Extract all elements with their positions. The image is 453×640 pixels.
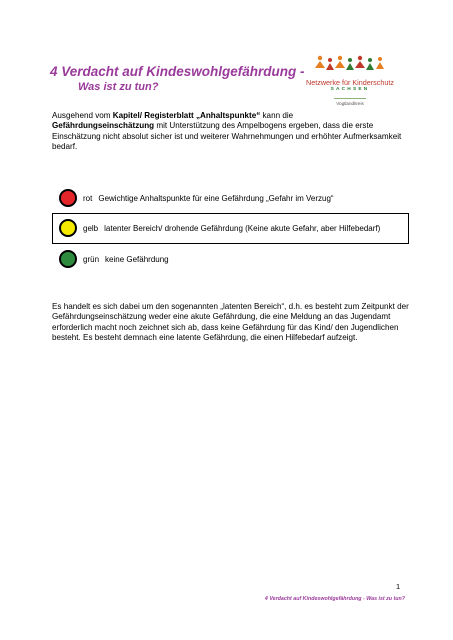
intro-text-2: kann die — [260, 111, 294, 120]
intro-bold-assessment: Gefährdungseinschätzung — [52, 121, 155, 131]
yellow-circle-icon — [59, 219, 77, 237]
logo-line3: Vogtlandkreis — [336, 101, 364, 106]
page-title: 4 Verdacht auf Kindeswohlgefährdung - — [50, 64, 305, 79]
intro-text-3: mit Unterstützung des Ampelbogens ergeben, dass die erste Einschätzung nicht absolut sicher ist und weiterer Wahrnehmungen und erhöhter Aufmerksamkeit bedarf. — [52, 121, 402, 151]
green-circle-icon — [59, 250, 77, 268]
traffic-light-text: Gewichtige Anhaltspunkte für eine Gefährdung „Gefahr im Verzug“ — [98, 193, 334, 203]
red-circle-icon — [59, 189, 77, 207]
page-subtitle: Was ist zu tun? — [78, 81, 159, 93]
traffic-light-label: gelb — [83, 223, 99, 233]
traffic-light-label: grün — [83, 254, 100, 264]
explanation-paragraph: Es handelt es sich dabei um den sogenannten „latenten Bereich“, d.h. es besteht zum Zeitpunkt der Gefährdungseinschätzung weder eine akute Gefährdung, die eine Meldung an das Jugendamt erforderlich macht noch zeichnet sich ab, dass keine Gefährdung für das Kind/ den Jugendlichen besteht. Es besteht demnach eine latente Gefährdung, die einen Hilfebedarf aufzeigt. — [52, 302, 409, 342]
page-heading — [50, 64, 305, 94]
traffic-light-green — [59, 245, 169, 273]
logo-line2: SACHSEN — [330, 87, 370, 92]
logo-line1: Netzwerke für Kinderschutz — [306, 78, 394, 87]
traffic-light-yellow — [59, 214, 380, 242]
children-figures-icon — [300, 54, 400, 78]
intro-text-1: Ausgehend vom — [52, 111, 113, 120]
intro-bold-chapter: Kapitel/ Registerblatt „Anhaltspunkte“ — [112, 111, 261, 120]
traffic-light-text: keine Gefährdung — [105, 254, 169, 264]
netzwerke-logo — [300, 54, 410, 114]
traffic-light-red — [59, 184, 334, 212]
intro-paragraph — [52, 111, 412, 152]
page-footer: 4 Verdacht auf Kindeswohlgefährdung - Was ist zu tun? — [264, 596, 405, 602]
page-number: 1 — [396, 582, 401, 591]
logo-divider — [334, 98, 366, 99]
traffic-light-label: rot — [83, 193, 93, 203]
traffic-light-text: latenter Bereich/ drohende Gefährdung (Keine akute Gefahr, aber Hilfebedarf) — [104, 223, 381, 233]
